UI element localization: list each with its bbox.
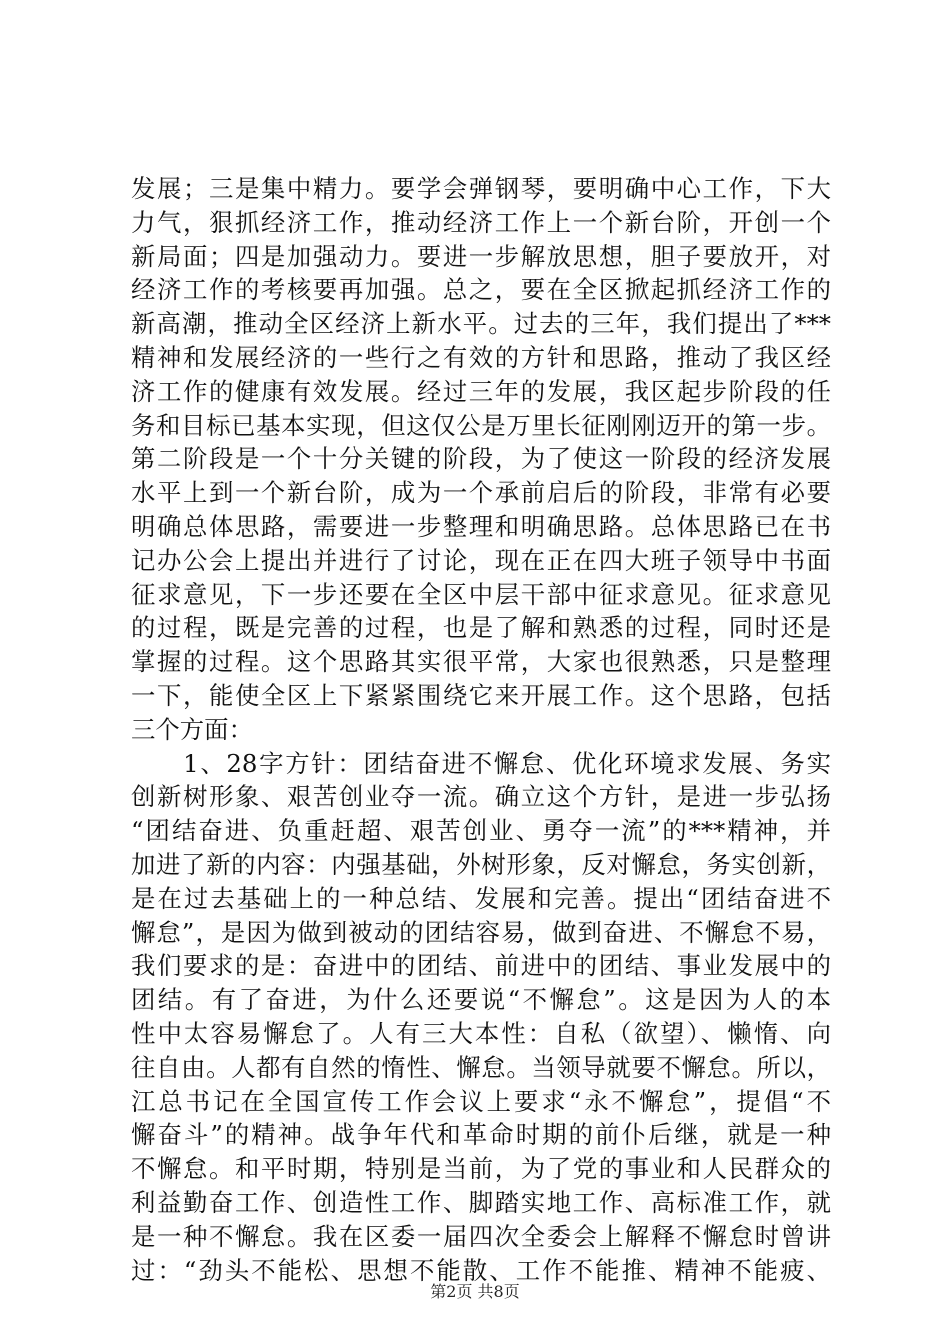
text-line: 懈奋斗”的精神。战争年代和革命时期的前仆后继，就是一种	[131, 1120, 831, 1150]
text-line: 第二阶段是一个十分关键的阶段，为了使这一阶段的经济发展	[131, 444, 831, 474]
text-line: 我们要求的是：奋进中的团结、前进中的团结、事业发展中的	[131, 951, 831, 981]
text-line: 1、28字方针：团结奋进不懈怠、优化环境求发展、务实	[131, 748, 831, 778]
text-line: 水平上到一个新台阶，成为一个承前启后的阶段，非常有必要	[131, 478, 831, 508]
text-line: 江总书记在全国宣传工作会议上要求“永不懈怠”，提倡“不	[131, 1086, 831, 1116]
text-line: 团结。有了奋进，为什么还要说“不懈怠”。这是因为人的本	[131, 985, 831, 1015]
text-line: 的过程，既是完善的过程，也是了解和熟悉的过程，同时还是	[131, 613, 831, 643]
text-line: 征求意见，下一步还要在全区中层干部中征求意见。征求意见	[131, 579, 831, 609]
text-line: 新高潮，推动全区经济上新水平。过去的三年，我们提出了***	[131, 309, 831, 339]
text-line: 精神和发展经济的一些行之有效的方针和思路，推动了我区经	[131, 342, 831, 372]
text-line: 务和目标已基本实现，但这仅公是万里长征刚刚迈开的第一步。	[131, 410, 831, 440]
text-line: 一下，能使全区上下紧紧围绕它来开展工作。这个思路，包括	[131, 680, 831, 710]
document-body	[131, 172, 831, 1287]
text-line: 利益勤奋工作、创造性工作、脚踏实地工作、高标准工作，就	[131, 1187, 831, 1217]
text-line: 往自由。人都有自然的惰性、懈怠。当领导就要不懈怠。所以，	[131, 1052, 831, 1082]
text-line: 懈怠”，是因为做到被动的团结容易，做到奋进、不懈怠不易，	[131, 917, 831, 947]
text-line: 发展；三是集中精力。要学会弹钢琴，要明确中心工作，下大	[131, 174, 831, 203]
text-line: 是在过去基础上的一种总结、发展和完善。提出“团结奋进不	[131, 883, 831, 913]
text-line: 加进了新的内容：内强基础，外树形象，反对懈怠，务实创新，	[131, 849, 831, 879]
text-line: 济工作的健康有效发展。经过三年的发展，我区起步阶段的任	[131, 376, 831, 406]
text-line: 经济工作的考核要再加强。总之，要在全区掀起抓经济工作的	[131, 275, 831, 305]
text-line: 力气，狠抓经济工作，推动经济工作上一个新台阶，开创一个	[131, 207, 831, 237]
text-line: 新局面；四是加强动力。要进一步解放思想，胆子要放开，对	[131, 241, 831, 271]
text-line: 掌握的过程。这个思路其实很平常，大家也很熟悉，只是整理	[131, 647, 831, 677]
page-number-footer: 第2页 共8页	[430, 1282, 520, 1301]
text-line: 明确总体思路，需要进一步整理和明确思路。总体思路已在书	[131, 511, 831, 541]
text-line: 三个方面：	[131, 714, 253, 744]
text-line: “团结奋进、负重赶超、艰苦创业、勇夺一流”的***精神，并	[131, 816, 831, 846]
text-line: 不懈怠。和平时期，特别是当前，为了党的事业和人民群众的	[131, 1154, 831, 1184]
text-line: 是一种不懈怠。我在区委一届四次全委会上解释不懈怠时曾讲	[131, 1221, 831, 1251]
text-line: 记办公会上提出并进行了讨论，现在正在四大班子领导中书面	[131, 545, 831, 575]
text-line: 创新树形象、艰苦创业夺一流。确立这个方针，是进一步弘扬	[131, 782, 831, 812]
text-line: 性中太容易懈怠了。人有三大本性：自私（欲望）、懒惰、向	[131, 1018, 831, 1048]
text-line: 过：“劲头不能松、思想不能散、工作不能推、精神不能疲、	[131, 1255, 831, 1285]
